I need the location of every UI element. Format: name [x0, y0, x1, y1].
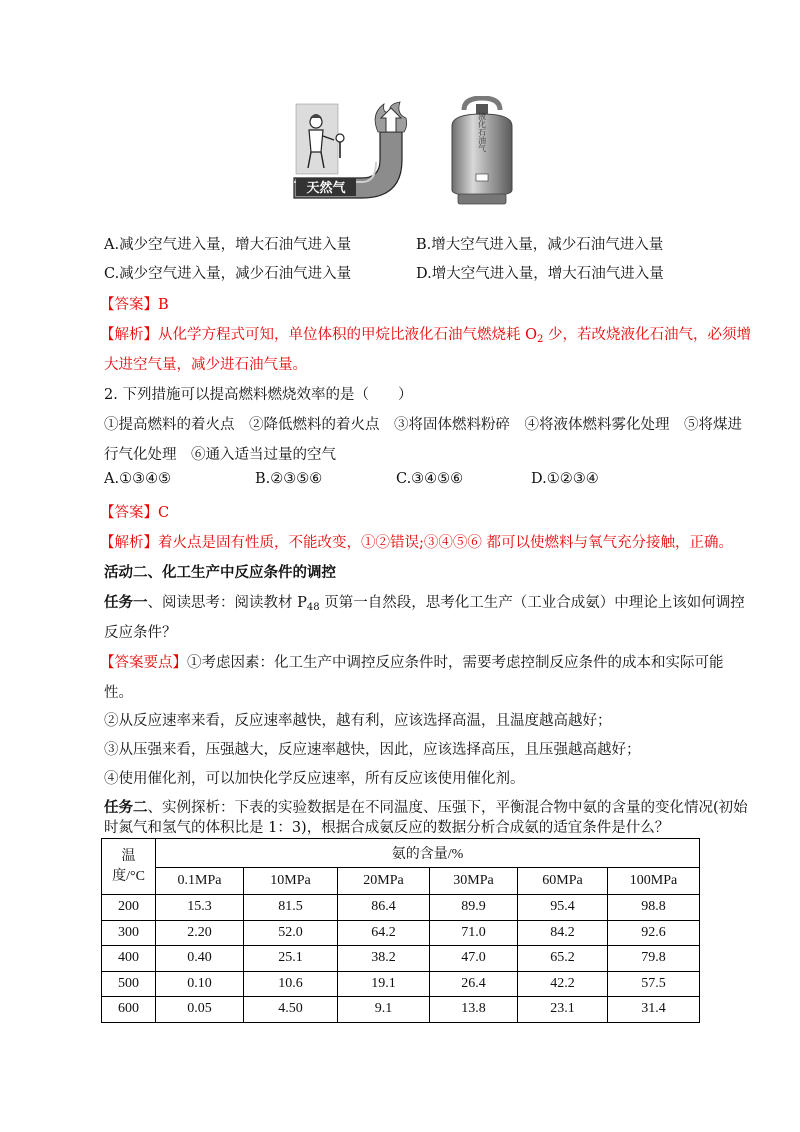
value-cell: 86.4 [338, 895, 430, 921]
key-points-text: ①考虑因素：化工生产中调控反应条件时，需要考虑控制反应条件的成本和实际可能 [187, 655, 724, 671]
q2-analysis [100, 531, 733, 552]
value-cell: 95.4 [518, 895, 608, 921]
q1-analysis-line2: 大进空气量，减少进石油气量。 [104, 357, 307, 373]
value-cell: 84.2 [518, 920, 608, 946]
q1-option-c: C.减少空气进入量，减少石油气进入量 [104, 266, 352, 282]
pressure-header: 20MPa [338, 868, 430, 895]
value-cell: 9.1 [338, 997, 430, 1023]
task1-text-a: 、阅读思考：阅读教材 P [147, 595, 307, 611]
value-cell: 79.8 [608, 946, 700, 972]
value-cell: 47.0 [430, 946, 518, 972]
task1-page: 48 [306, 602, 320, 613]
q1-option-a: A.减少空气进入量，增大石油气进入量 [104, 237, 352, 253]
value-cell: 0.10 [156, 971, 244, 997]
value-cell: 98.8 [608, 895, 700, 921]
key-point-2: ②从反应速率来看，反应速率越快，越有利，应该选择高温，且温度越高越好； [104, 713, 612, 729]
q1-analysis-text-a: 从化学方程式可知，单位体积的甲烷比液化石油气燃烧耗 O [158, 327, 537, 343]
task2-line2: 时氮气和氢气的体积比是 1：3)，根据合成氨反应的数据分析合成氨的适宜条件是什么？ [104, 820, 670, 836]
value-cell: 26.4 [430, 971, 518, 997]
table-row [102, 920, 700, 946]
pressure-header: 0.1MPa [156, 868, 244, 895]
value-cell: 38.2 [338, 946, 430, 972]
pressure-header-row [102, 868, 700, 895]
value-cell: 64.2 [338, 920, 430, 946]
value-cell: 57.5 [608, 971, 700, 997]
value-cell: 81.5 [244, 895, 338, 921]
table-corner-cell [102, 839, 156, 895]
value-cell: 71.0 [430, 920, 518, 946]
q2-analysis-tag: 【解析】 [100, 535, 158, 551]
value-cell: 42.2 [518, 971, 608, 997]
temp-cell: 400 [102, 946, 156, 972]
q2-option-c: C.③④⑤⑥ [396, 471, 464, 487]
value-cell: 89.9 [430, 895, 518, 921]
q1-option-b: B.增大空气进入量，减少石油气进入量 [416, 237, 664, 253]
task1-label: 任务一 [104, 594, 148, 611]
table-row [102, 895, 700, 921]
q2-option-b: B.②③⑤⑥ [255, 471, 323, 487]
ammonia-content-table [101, 838, 700, 1023]
q1-answer: 【答案】B [100, 297, 169, 313]
key-points-line2: 性。 [104, 685, 133, 701]
value-cell: 4.50 [244, 997, 338, 1023]
value-cell: 19.1 [338, 971, 430, 997]
pressure-header: 10MPa [244, 868, 338, 895]
value-cell: 65.2 [518, 946, 608, 972]
pressure-header: 30MPa [430, 868, 518, 895]
pressure-header: 100MPa [608, 868, 700, 895]
tank-label: 液化石油气 [477, 112, 487, 152]
corner-label-bottom: 度/°C [112, 868, 145, 884]
value-cell: 23.1 [518, 997, 608, 1023]
value-cell: 13.8 [430, 997, 518, 1023]
table-row [102, 971, 700, 997]
key-point-4: ④使用催化剂，可以加快化学反应速率，所有反应该使用催化剂。 [104, 771, 525, 787]
q2-option-a: A.①③④⑤ [104, 471, 172, 487]
key-points-line1 [100, 651, 724, 672]
q2-analysis-text: 着火点是固有性质，不能改变，①②错误;③④⑤⑥ 都可以使燃料与氧气充分接触，正确。 [158, 535, 733, 551]
table-row [102, 997, 700, 1023]
corner-label-top: 温 [121, 848, 136, 864]
task2-line1 [104, 796, 748, 817]
q1-analysis-line1 [100, 323, 751, 345]
task1-line1 [104, 591, 745, 613]
q1-option-d: D.增大空气进入量，增大石油气进入量 [416, 266, 664, 282]
value-cell: 0.40 [156, 946, 244, 972]
q2-option-d: D.①②③④ [531, 471, 599, 487]
value-cell: 25.1 [244, 946, 338, 972]
q2-answer: 【答案】C [100, 505, 170, 521]
temp-cell: 500 [102, 971, 156, 997]
q2-items-line1: ①提高燃料的着火点 ②降低燃料的着火点 ③将固体燃料粉碎 ④将液体燃料雾化处理 ⑤将煤进 [104, 417, 742, 433]
value-cell: 0.05 [156, 997, 244, 1023]
pressure-header: 60MPa [518, 868, 608, 895]
q2-stem: 2. 下列措施可以提高燃料燃烧效率的是（ ） [104, 387, 413, 403]
table-row [102, 946, 700, 972]
lpg-cylinder-illustration [442, 96, 522, 206]
natural-gas-pipe-illustration [292, 100, 410, 200]
value-cell: 10.6 [244, 971, 338, 997]
group-header: 氨的含量/% [156, 839, 700, 868]
value-cell: 52.0 [244, 920, 338, 946]
q1-analysis-tag: 【解析】 [100, 327, 158, 343]
value-cell: 15.3 [156, 895, 244, 921]
temp-cell: 300 [102, 920, 156, 946]
task2-text: 、实例探析：下表的实验数据是在不同温度、压强下，平衡混合物中氨的含量的变化情况(初始 [147, 800, 748, 816]
task2-label: 任务二 [104, 799, 148, 816]
q1-analysis-text-b: 少，若改烧液化石油气，必须增 [543, 327, 751, 343]
activity2-heading: 活动二、化工生产中反应条件的调控 [104, 564, 336, 581]
q1-analysis-sub: 2 [537, 334, 544, 345]
task1-line2: 反应条件？ [104, 625, 177, 641]
task1-text-b: 页第一自然段，思考化工生产（工业合成氨）中理论上该如何调控 [319, 595, 745, 611]
value-cell: 31.4 [608, 997, 700, 1023]
temp-cell: 200 [102, 895, 156, 921]
value-cell: 92.6 [608, 920, 700, 946]
key-points-tag: 【答案要点】 [100, 655, 187, 671]
temp-cell: 600 [102, 997, 156, 1023]
key-point-3: ③从压强来看，压强越大，反应速率越快，因此，应该选择高压，且压强越高越好； [104, 742, 641, 758]
value-cell: 2.20 [156, 920, 244, 946]
q2-items-line2: 行气化处理 ⑥通入适当过量的空气 [104, 447, 336, 463]
pipe-label: 天然气 [306, 181, 346, 196]
